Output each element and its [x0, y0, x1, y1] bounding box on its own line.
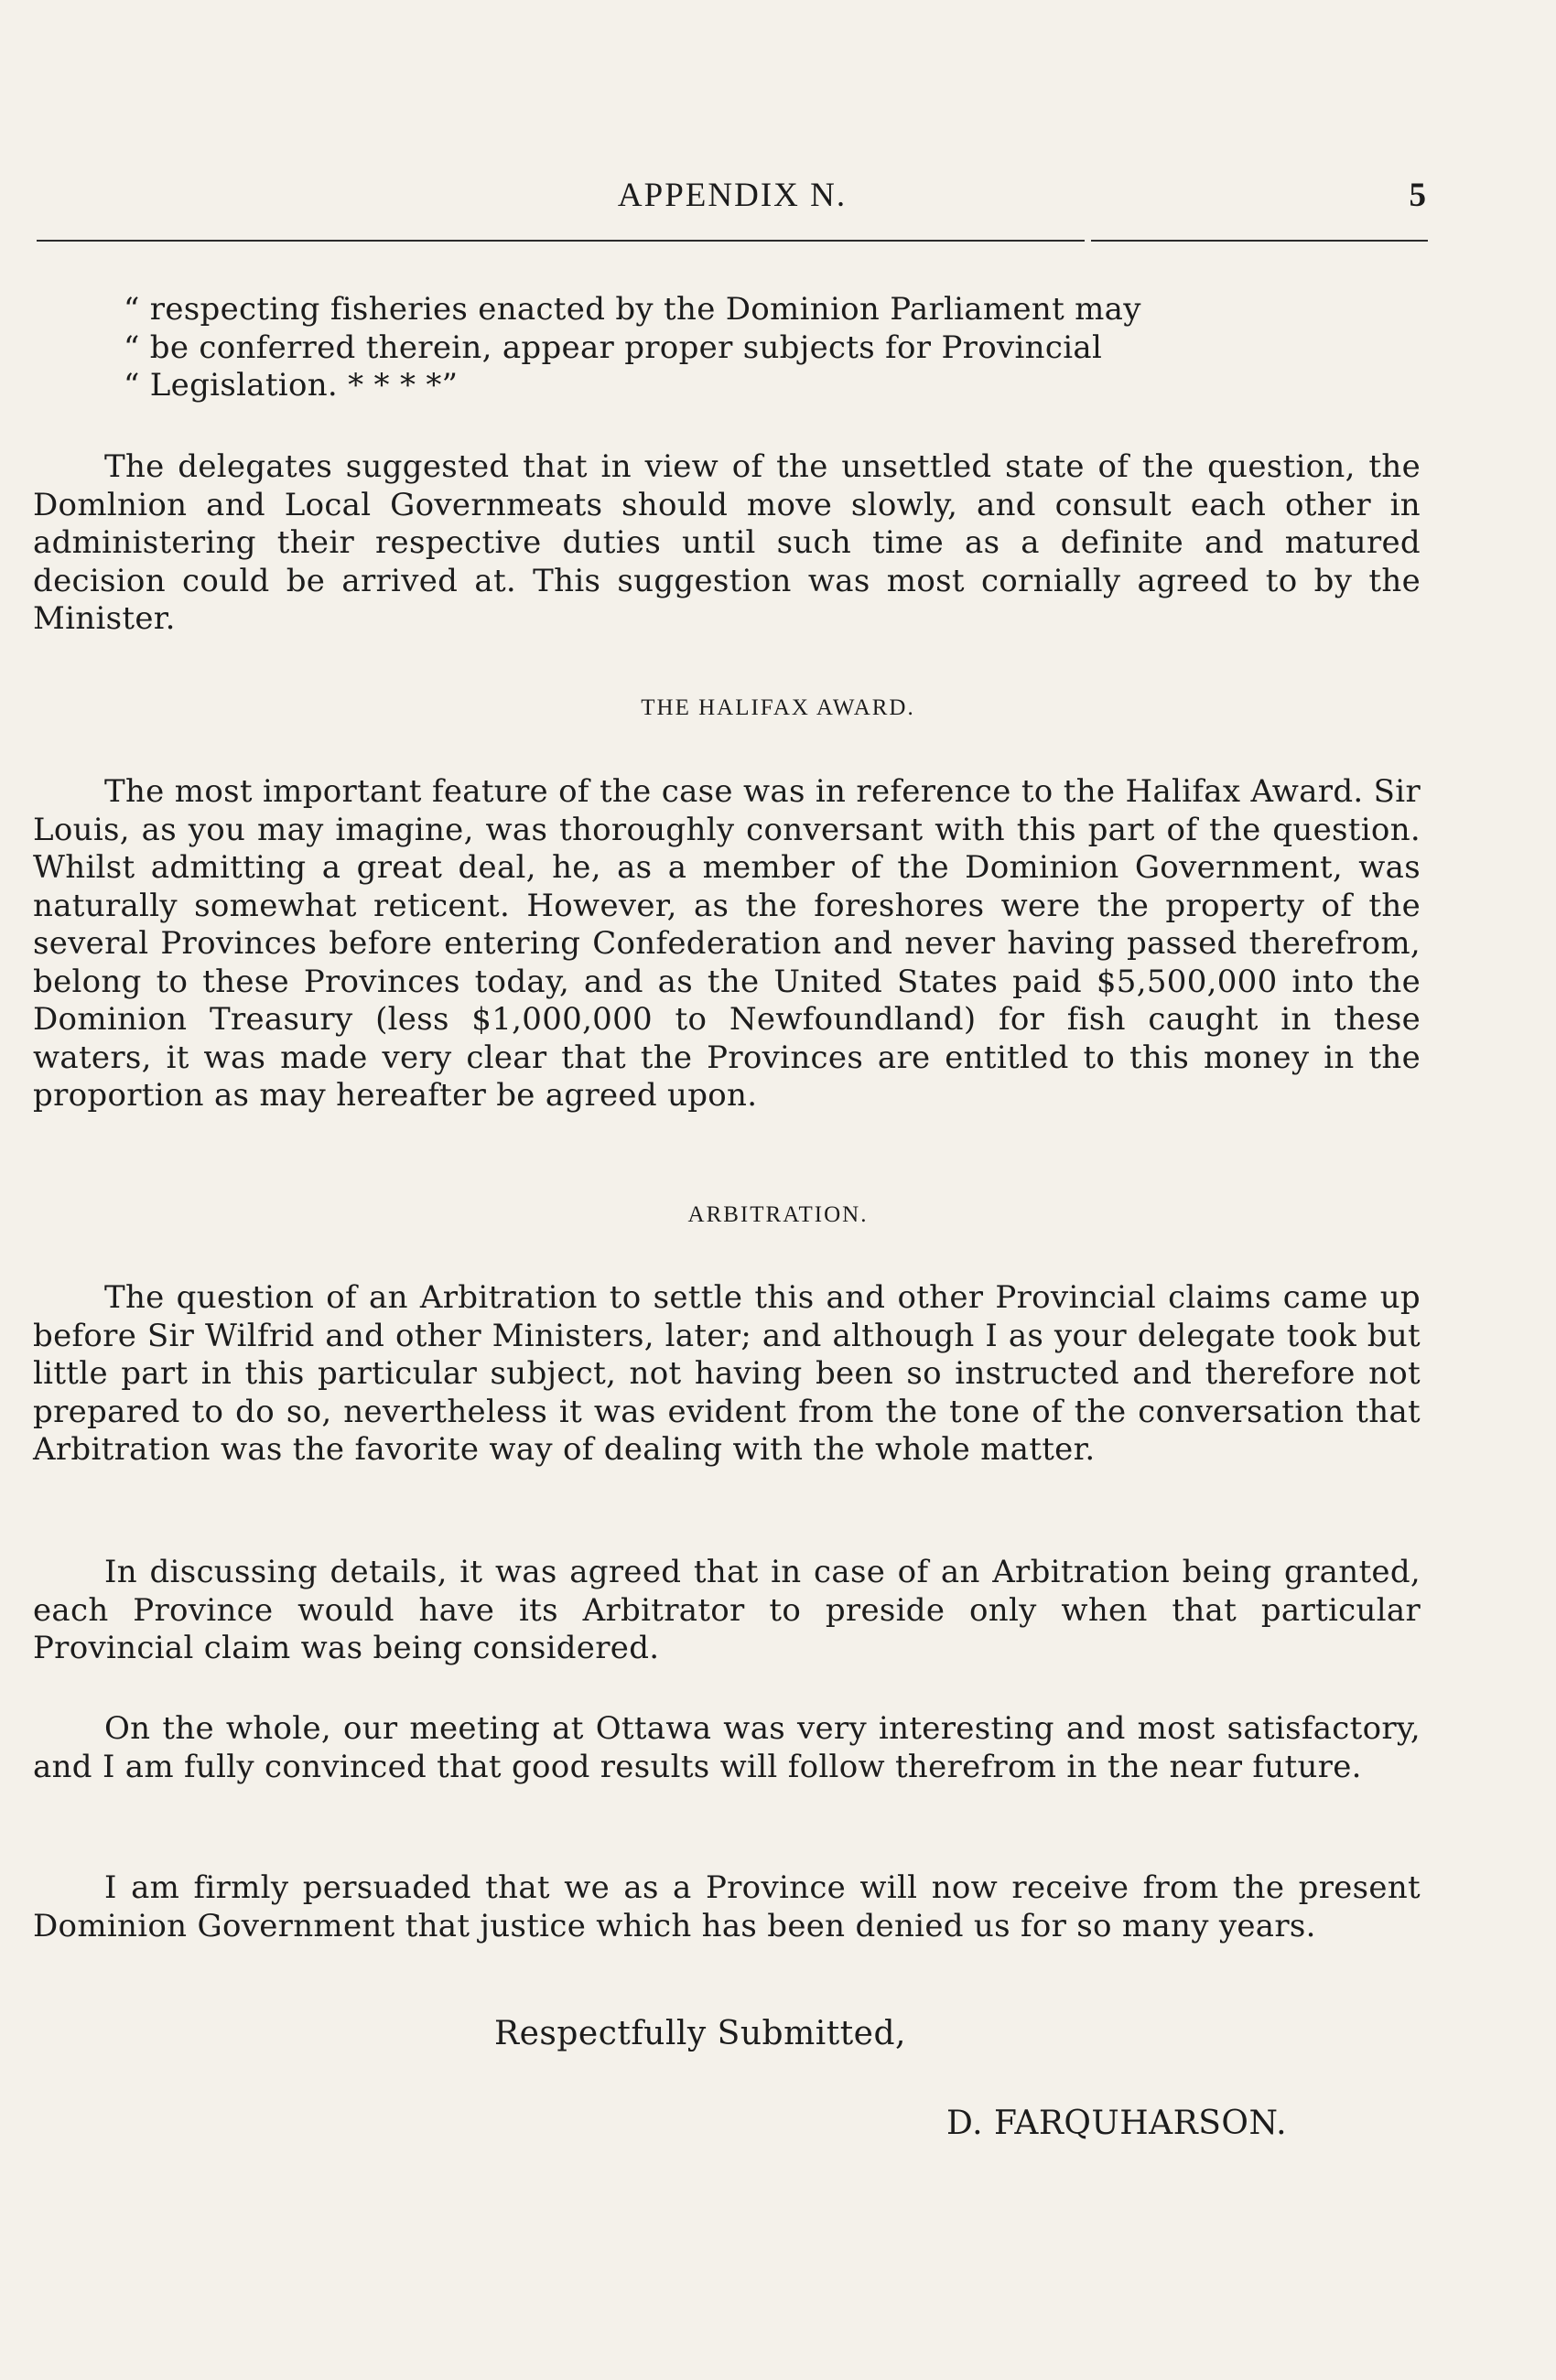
- quote-line: “ Legislation. * * * *”: [124, 367, 459, 404]
- quote-line: “ be conferred therein, appear proper subjects for Provincial: [124, 328, 1103, 366]
- page-number: 5: [1409, 177, 1428, 214]
- header-rule-left: [37, 240, 1085, 242]
- paragraph-arbitration-1: The question of an Arbitration to settle this and other Provincial claims came up before Sir Wilfrid and other Ministers, later; and although I as your delegate took but little part in this particular subject, not having been so instructed and therefore not prepared to do so, nevertheless it was evident from the tone of the conversation that Arbitration was the favorite way of dealing with the whole matter.: [33, 1279, 1421, 1468]
- paragraph-arbitration-2: In discussing details, it was agreed that in case of an Arbitration being granted, each Province would have its Arbitrator to preside only when that particular Provincial claim was being considered.: [33, 1554, 1421, 1666]
- paragraph-persuaded: I am firmly persuaded that we as a Province will now receive from the present Dominion Government that justice which has been denied us for so many years.: [33, 1869, 1421, 1944]
- signature: D. FARQUHARSON.: [946, 2105, 1288, 2142]
- header-title: APPENDIX N.: [617, 177, 848, 214]
- paragraph-delegates: The delegates suggested that in view of the unsettled state of the question, the Domlnion and Local Governmeats should move slowly, and consult each other in administering their respective duties until such time as a definite and matured decision could be arrived at. This suggestion was most cornially agreed to by the Minister.: [33, 448, 1421, 637]
- quoted-passage: [124, 291, 1313, 405]
- closing-salutation: Respectfully Submitted,: [494, 2015, 906, 2052]
- quote-line: “ respecting fisheries enacted by the Dominion Parliament may: [124, 291, 1141, 328]
- header-rule-right: [1091, 240, 1428, 242]
- section-title-arbitration: ARBITRATION.: [687, 1202, 869, 1227]
- page-header: [37, 176, 1428, 221]
- paragraph-meeting: On the whole, our meeting at Ottawa was very interesting and most satisfactory, and I am fully convinced that good results will follow therefrom in the near future.: [33, 1710, 1421, 1785]
- section-title-halifax: THE HALIFAX AWARD.: [641, 695, 915, 720]
- paragraph-halifax: The most important feature of the case was in reference to the Halifax Award. Sir Louis, as you may imagine, was thoroughly conversant with this part of the question. Whilst admitting a great deal, he, as a member of the Dominion Government, was naturally somewhat reticent. However, as the foreshores were the property of the several Provinces before entering Confederation and never having passed therefrom, belong to these Provinces today, and as the United States paid $5,500,000 into the Dominion Treasury (less $1,000,000 to Newfoundland) for fish caught in these waters, it was made very clear that the Provinces are entitled to this money in the proportion as may hereafter be agreed upon.: [33, 773, 1421, 1114]
